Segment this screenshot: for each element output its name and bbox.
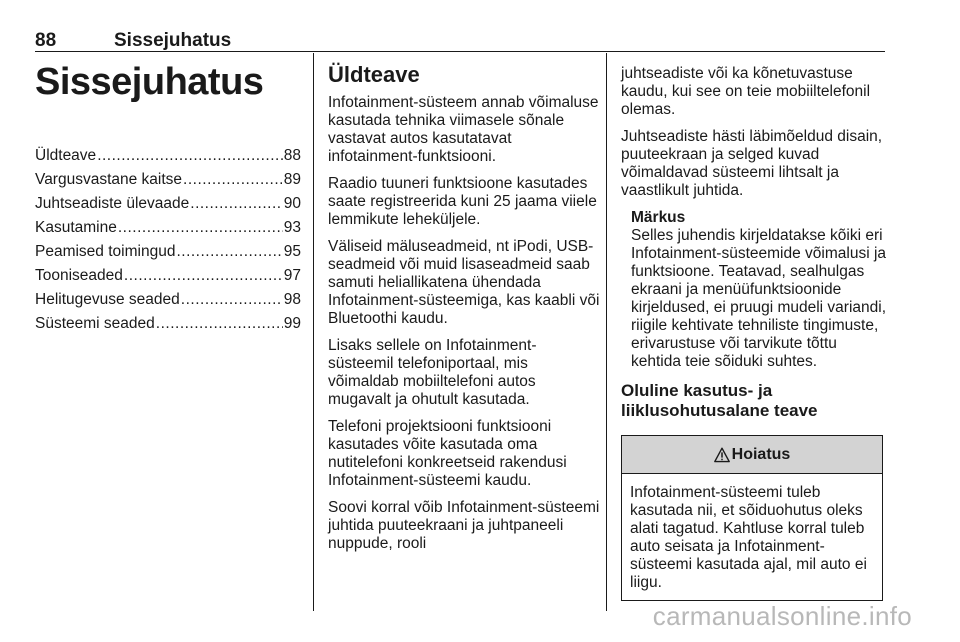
warning-header (622, 436, 882, 474)
toc-entry-juhtseadiste-ulevaade[interactable] (35, 192, 301, 216)
toc-leader (176, 240, 282, 264)
page-number: 88 (35, 30, 57, 51)
chapter-title: Sissejuhatus (35, 61, 264, 103)
toc-leader (118, 216, 283, 240)
table-of-contents (35, 144, 301, 336)
toc-label: Peamised toimingud (35, 243, 176, 260)
toc-entry-peamised-toimingud[interactable] (35, 240, 301, 264)
toc-label: Vargusvastane kaitse (35, 171, 183, 188)
toc-label: Süsteemi seaded (35, 315, 155, 332)
toc-leader (156, 312, 283, 336)
paragraph: Raadio tuuneri funktsioone kasutades saate registreerida kuni 25 jaama viiele lemmikute leheküljele. (328, 175, 597, 228)
paragraph: juhtseadiste või ka kõnetuvastuse kaudu, kui see on teie mobiiltelefonil olemas. (621, 65, 871, 118)
toc-entry-kasutamine[interactable] (35, 216, 301, 240)
paragraph: Soovi korral võib Infotainment-süsteemi juhtida puuteekraani ja juhtpaneeli nuppude, rooli (328, 499, 600, 552)
toc-label: Tooniseaded (35, 267, 123, 284)
warning-box (621, 435, 883, 601)
toc-leader (183, 168, 283, 192)
toc-page: 93 (283, 219, 301, 236)
toc-label: Helitugevuse seaded (35, 291, 180, 308)
note-box (631, 209, 887, 371)
warning-triangle-icon (714, 447, 730, 463)
toc-page: 89 (283, 171, 301, 188)
toc-page: 88 (283, 147, 301, 164)
paragraph: Lisaks sellele on Infotainment-süsteemil telefoniportaal, mis võimaldab mobiiltelefoni autos mugavalt ja ohutult kasutada. (328, 337, 537, 408)
toc-leader (181, 288, 283, 312)
toc-label: Juhtseadiste ülevaade (35, 195, 190, 212)
toc-leader (190, 192, 282, 216)
section-title: Üldteave (328, 62, 420, 87)
toc-page: 98 (283, 291, 301, 308)
toc-label: Kasutamine (35, 219, 117, 236)
note-body: Selles juhendis kirjeldatakse kõiki eri Infotainment-süsteemide võimalusi ja funktsioone. Teatavad, sealhulgas ekraani ja menüüfunktsioonide kirjeldused, ei pruugi mudeli variandi, riigile kehtivate tehniliste tingimuste, erivarustuse või tarvikute tõttu kehtida teie sõiduki suhtes. (631, 227, 887, 370)
toc-leader (124, 264, 283, 288)
toc-entry-vargusvastane-kaitse[interactable] (35, 168, 301, 192)
watermark: carmanualsonline.info (652, 601, 912, 631)
toc-entry-uldteave[interactable] (35, 144, 301, 168)
toc-page: 99 (283, 315, 301, 332)
toc-entry-helitugevuse-seaded[interactable] (35, 288, 301, 312)
column-divider-1 (313, 53, 314, 611)
header-rule (35, 51, 885, 52)
toc-leader (97, 144, 283, 168)
paragraph: Infotainment-süsteem annab võimaluse kasutada tehnika viimasele sõnale vastavat autos kasutatavat infotainment-funktsiooni. (328, 94, 599, 165)
toc-page: 97 (283, 267, 301, 284)
column-divider-2 (606, 53, 607, 611)
warning-label: Hoiatus (731, 445, 791, 463)
safety-heading: Oluline kasutus- ja liiklusohutusalane teave (621, 381, 818, 420)
toc-entry-tooniseaded[interactable] (35, 264, 301, 288)
paragraph: Väliseid mäluseadmeid, nt iPodi, USB-seadmeid või muid lisaseadmeid saab samuti heliallikatena ühendada Infotainment-süsteemiga, kas kaabli või Bluetoothi kaudu. (328, 238, 600, 327)
warning-body: Infotainment-süsteemi tuleb kasutada nii, et sõiduohutus oleks alati tagatud. Kahtluse korral tuleb auto seisata ja Infotainment-süsteemi kasutada ajal, mil auto ei liigu. (630, 484, 867, 591)
middle-column (328, 62, 600, 562)
toc-entry-susteemi-seaded[interactable] (35, 312, 301, 336)
paragraph: Telefoni projektsiooni funktsiooni kasutades võite kasutada oma nutitelefoni konkreetseid rakendusi Infotainment-süsteemi kaudu. (328, 418, 567, 489)
toc-page: 95 (283, 243, 301, 260)
toc-column (35, 60, 301, 336)
note-heading: Märkus (631, 209, 686, 226)
running-header-title: Sissejuhatus (114, 30, 232, 51)
toc-page: 90 (283, 195, 301, 212)
toc-label: Üldteave (35, 147, 97, 164)
right-column (621, 65, 887, 601)
paragraph: Juhtseadiste hästi läbimõeldud disain, puuteekraan ja selged kuvad võimaldavad süsteemi lihtsalt ja vaastlikult juhtida. (621, 128, 883, 199)
